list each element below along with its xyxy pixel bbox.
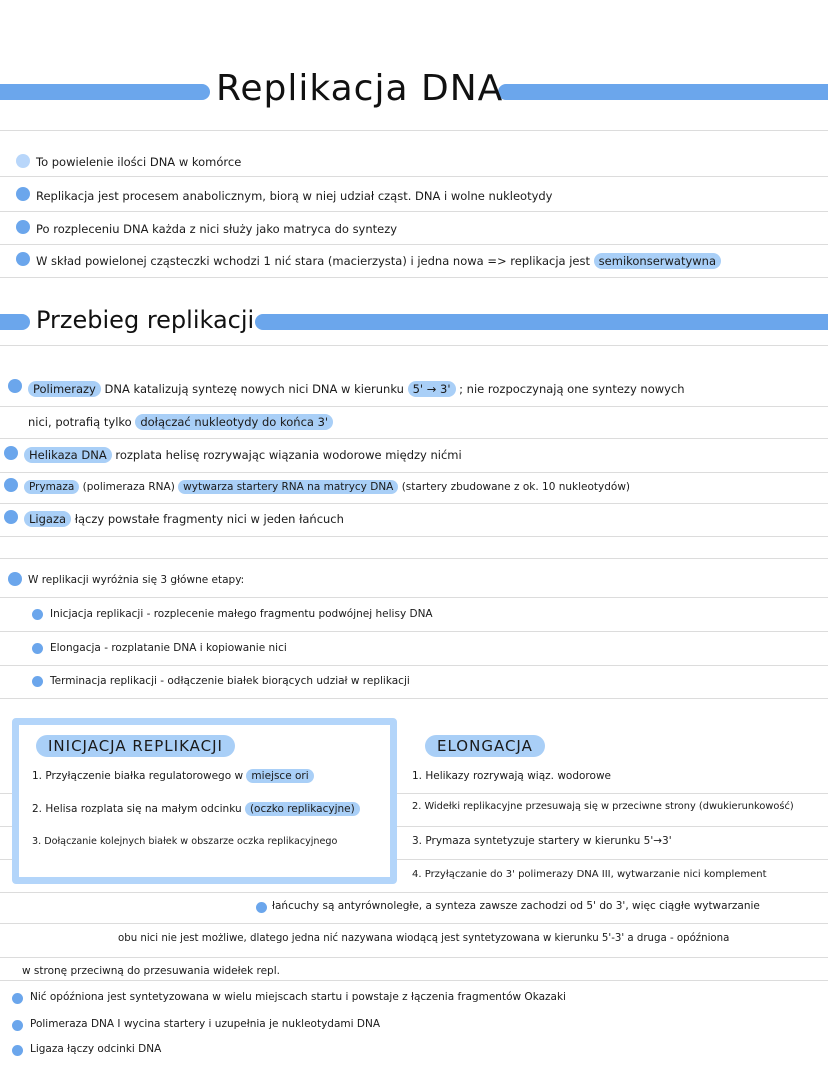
ruled-line <box>0 923 828 924</box>
section-bar-right <box>255 314 828 330</box>
intro-item <box>36 254 721 268</box>
ruled-line <box>0 472 828 473</box>
paragraph-line: w stronę przeciwną do przesuwania widełek repl. <box>22 965 280 977</box>
bullet-icon <box>12 1045 23 1056</box>
text: ; nie rozpoczynają one syntezy nowych <box>459 382 685 396</box>
intro-item: Po rozpleceniu DNA każda z nici służy jako matryca do syntezy <box>36 222 398 236</box>
ruled-line <box>0 980 828 981</box>
polimerazy-line-2 <box>28 415 333 429</box>
bullet-icon <box>4 510 18 524</box>
highlight: Helikaza DNA <box>24 447 112 463</box>
prymaza-line <box>24 481 630 493</box>
inicjacja-item <box>32 803 360 815</box>
elongacja-title: ELONGACJA <box>425 735 545 757</box>
highlight: semikonserwatywna <box>594 253 721 269</box>
inicjacja-item: 3. Dołączanie kolejnych białek w obszarze oczka replikacyjnego <box>32 836 338 847</box>
intro-text: W skład powielonej cząsteczki wchodzi 1 nić stara (macierzysta) i jedna nowa => replikacja jest <box>36 254 591 268</box>
text: (startery zbudowane z ok. 10 nukleotydów) <box>401 481 631 493</box>
ruled-line <box>0 244 828 245</box>
bullet-icon <box>8 379 22 393</box>
text: 2. Helisa rozplata się na małym odcinku <box>32 803 242 815</box>
polimerazy-line <box>28 382 685 396</box>
bullet-icon <box>4 446 18 460</box>
highlight: Ligaza <box>24 511 71 527</box>
highlight: (oczko replikacyjne) <box>245 802 360 816</box>
ligaza-line <box>24 512 344 526</box>
text: (polimeraza RNA) <box>82 481 175 493</box>
ruled-line <box>0 438 828 439</box>
highlight: dołączać nukleotydy do końca 3' <box>135 414 333 430</box>
title-bar-left <box>0 84 210 100</box>
text: DNA katalizują syntezę nowych nici DNA w kierunku <box>104 382 404 396</box>
ruled-line <box>0 597 828 598</box>
bullet-icon <box>16 220 30 234</box>
highlight: 5' → 3' <box>408 381 456 397</box>
stage-item: Elongacja - rozplatanie DNA i kopiowanie nici <box>50 642 287 654</box>
ruled-line <box>0 536 828 537</box>
bullet-icon <box>256 902 267 913</box>
ruled-line <box>0 631 828 632</box>
bullet-icon <box>16 252 30 266</box>
ruled-line <box>0 130 828 131</box>
highlight: wytwarza startery RNA na matrycy DNA <box>178 480 398 494</box>
highlight: miejsce ori <box>246 769 313 783</box>
final-item: Polimeraza DNA I wycina startery i uzupełnia je nukleotydami DNA <box>30 1018 381 1030</box>
ruled-line <box>0 406 828 407</box>
page-title: Replikacja DNA <box>216 68 504 109</box>
ruled-line <box>0 503 828 504</box>
bullet-icon <box>8 572 22 586</box>
paragraph-line: łańcuchy są antyrównoległe, a synteza zawsze zachodzi od 5' do 3', więc ciągłe wytwarzanie <box>272 900 760 912</box>
bullet-icon <box>16 154 30 168</box>
ruled-line <box>0 957 828 958</box>
bullet-icon <box>32 676 43 687</box>
ruled-line <box>0 665 828 666</box>
section-title: Przebieg replikacji <box>36 306 255 334</box>
stage-item: Terminacja replikacji - odłączenie białek biorących udział w replikacji <box>50 675 410 687</box>
intro-item: To powielenie ilości DNA w komórce <box>36 155 242 169</box>
ruled-line <box>0 211 828 212</box>
section-bar-left <box>0 314 30 330</box>
ruled-line <box>0 176 828 177</box>
elongacja-item: 2. Widełki replikacyjne przesuwają się w przeciwne strony (dwukierunkowość) <box>412 801 794 812</box>
elongacja-item: 3. Prymaza syntetyzuje startery w kierunku 5'→3' <box>412 835 672 847</box>
title-bar-right <box>498 84 828 100</box>
final-item: Ligaza łączy odcinki DNA <box>30 1043 162 1055</box>
inicjacja-item <box>32 770 314 782</box>
bullet-icon <box>32 643 43 654</box>
text: rozplata helisę rozrywając wiązania wodorowe między nićmi <box>115 448 462 462</box>
stages-intro: W replikacji wyróżnia się 3 główne etapy: <box>28 574 245 586</box>
bullet-icon <box>12 993 23 1004</box>
ruled-line <box>0 345 828 346</box>
final-item: Nić opóźniona jest syntetyzowana w wielu miejscach startu i powstaje z łączenia fragmentów Okazaki <box>30 991 566 1003</box>
ruled-line <box>0 277 828 278</box>
text: 1. Przyłączenie białka regulatorowego w <box>32 770 244 782</box>
text: łączy powstałe fragmenty nici w jeden łańcuch <box>74 512 344 526</box>
intro-item: Replikacja jest procesem anabolicznym, biorą w niej udział cząst. DNA i wolne nukleotydy <box>36 189 553 203</box>
elongacja-item: 4. Przyłączanie do 3' polimerazy DNA III, wytwarzanie nici komplement <box>412 869 767 880</box>
highlight: Polimerazy <box>28 381 101 397</box>
bullet-icon <box>4 478 18 492</box>
bullet-icon <box>12 1020 23 1031</box>
paragraph-line: obu nici nie jest możliwe, dlatego jedna nić nazywana wiodącą jest syntetyzowana w kierunku 5'-3' a druga - opóźniona <box>118 933 730 944</box>
bullet-icon <box>32 609 43 620</box>
ruled-line <box>0 892 828 893</box>
elongacja-item: 1. Helikazy rozrywają wiąz. wodorowe <box>412 770 611 782</box>
text: nici, potrafią tylko <box>28 415 132 429</box>
highlight: Prymaza <box>24 480 79 494</box>
ruled-line <box>0 698 828 699</box>
inicjacja-title: INICJACJA REPLIKACJI <box>36 735 235 757</box>
bullet-icon <box>16 187 30 201</box>
ruled-line <box>0 558 828 559</box>
stage-item: Inicjacja replikacji - rozplecenie małego fragmentu podwójnej helisy DNA <box>50 608 433 620</box>
helikaza-line <box>24 448 462 462</box>
